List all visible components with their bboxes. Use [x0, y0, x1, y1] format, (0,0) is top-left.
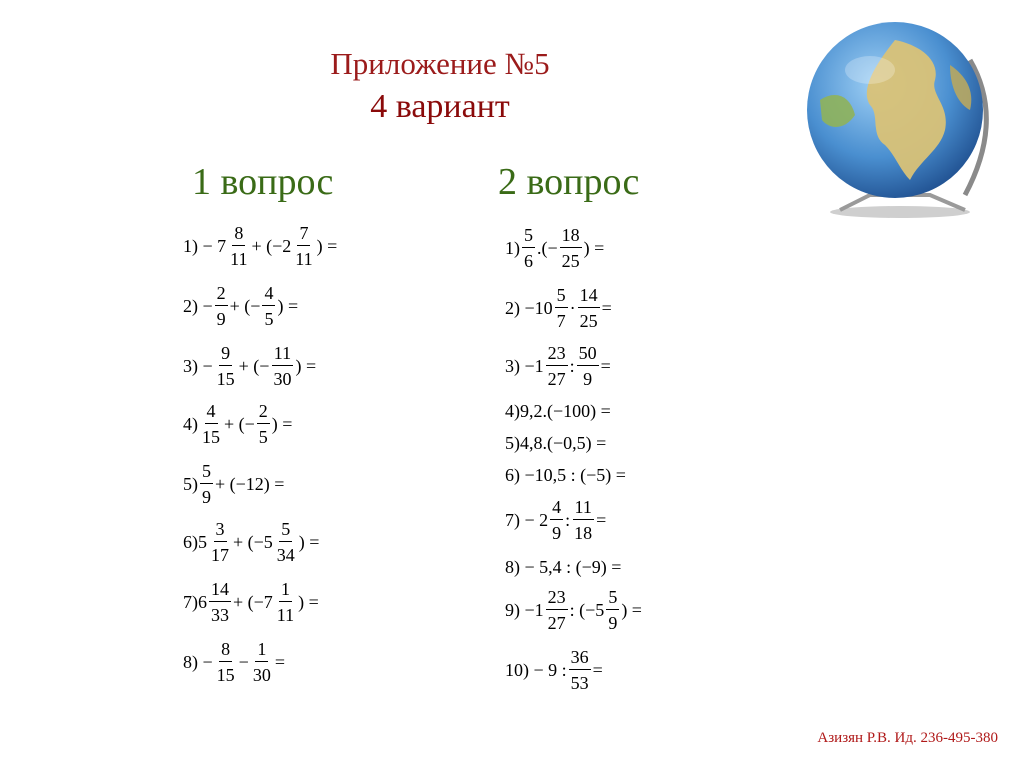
- expression-text: :: [565, 510, 571, 530]
- fraction-numerator: 5: [555, 286, 568, 308]
- q2-exercise-5: [505, 434, 606, 452]
- fraction: [228, 224, 249, 268]
- fraction-numerator: 3: [214, 520, 227, 542]
- q2-exercise-9: [505, 588, 642, 632]
- fraction-numerator: 5: [200, 462, 213, 484]
- fraction-denominator: 27: [547, 369, 566, 389]
- author-footer: Азизян Р.В. Ид. 236-495-380: [817, 730, 998, 746]
- fraction-numerator: 7: [297, 224, 310, 246]
- fraction-denominator: 34: [276, 545, 295, 565]
- expression-text: −: [238, 652, 249, 672]
- fraction-denominator: 9: [583, 369, 593, 389]
- fraction-denominator: 18: [574, 523, 593, 543]
- fraction-numerator: 1: [279, 580, 292, 602]
- expression-text: .(−: [537, 238, 558, 258]
- expression-text: 2) −: [183, 296, 213, 316]
- slide-title: Приложение №5: [330, 46, 550, 81]
- fraction-denominator: 7: [556, 311, 566, 331]
- fraction: [251, 640, 273, 684]
- fraction-numerator: 4: [550, 498, 563, 520]
- fraction-denominator: 5: [258, 427, 268, 447]
- expression-text: 5): [183, 474, 198, 494]
- fraction: [555, 286, 568, 330]
- expression-text: ) =: [295, 356, 317, 376]
- expression-text: ) =: [298, 592, 319, 612]
- fraction-denominator: 11: [276, 605, 295, 625]
- q2-exercise-6: [505, 466, 626, 484]
- fraction: [577, 344, 599, 388]
- fraction-denominator: 15: [202, 427, 220, 447]
- expression-text: : (−5: [569, 600, 605, 620]
- expression-text: 2) −10: [505, 298, 553, 318]
- fraction-numerator: 11: [573, 498, 594, 520]
- fraction-denominator: 25: [579, 311, 598, 331]
- expression-text: + (−: [238, 356, 270, 376]
- expression-text: ) =: [583, 238, 605, 258]
- expression-text: 8) −: [183, 652, 213, 672]
- expression-text: 10) − 9 :: [505, 660, 567, 680]
- q1-exercise-3: [183, 344, 316, 388]
- expression-text: =: [601, 298, 612, 318]
- expression-text: ) =: [271, 414, 293, 434]
- fraction: [560, 226, 582, 270]
- fraction-denominator: 33: [211, 605, 229, 625]
- q1-exercise-8: [183, 640, 285, 684]
- fraction: [606, 588, 619, 632]
- expression-text: + (−: [229, 296, 261, 316]
- fraction: [262, 284, 275, 328]
- fraction-numerator: 8: [232, 224, 245, 246]
- fraction-numerator: 9: [219, 344, 232, 366]
- fraction: [572, 498, 594, 542]
- fraction-denominator: 9: [552, 523, 562, 543]
- fraction-numerator: 5: [279, 520, 292, 542]
- expression-text: + (−7: [233, 592, 273, 612]
- expression-text: 9) −1: [505, 600, 544, 620]
- fraction: [578, 286, 600, 330]
- expression-text: + (−2: [251, 236, 292, 256]
- expression-text: 6) −10,5 : (−5) =: [505, 465, 626, 485]
- expression-text: + (−12) =: [215, 474, 285, 494]
- globe-icon: [800, 20, 1000, 225]
- fraction-numerator: 2: [257, 402, 270, 424]
- expression-text: 1): [505, 238, 520, 258]
- fraction-numerator: 1: [255, 640, 268, 662]
- fraction-numerator: 5: [606, 588, 619, 610]
- fraction-numerator: 4: [205, 402, 218, 424]
- expression-text: + (−5: [233, 532, 273, 552]
- expression-text: =: [274, 652, 285, 672]
- q1-exercise-5: [183, 462, 284, 506]
- expression-text: :: [569, 356, 575, 376]
- expression-text: ·: [569, 298, 576, 318]
- q1-exercise-1: [183, 224, 337, 268]
- fraction-numerator: 4: [262, 284, 275, 306]
- fraction-numerator: 5: [522, 226, 535, 248]
- fraction-numerator: 2: [215, 284, 228, 306]
- expression-text: 4): [183, 414, 198, 434]
- expression-text: ) =: [621, 600, 642, 620]
- fraction-numerator: 36: [569, 648, 591, 670]
- fraction-denominator: 5: [264, 309, 274, 329]
- expression-text: 8) − 5,4 : (−9) =: [505, 557, 622, 577]
- fraction-numerator: 11: [272, 344, 293, 366]
- expression-text: =: [596, 510, 607, 530]
- expression-text: =: [600, 356, 611, 376]
- fraction: [215, 344, 237, 388]
- variant-label: 4 вариант: [370, 88, 510, 125]
- q2-exercise-3: [505, 344, 611, 388]
- fraction: [200, 402, 222, 446]
- fraction-denominator: 15: [216, 369, 235, 389]
- fraction-numerator: 23: [546, 344, 568, 366]
- fraction-denominator: 53: [570, 673, 589, 693]
- expression-text: ) =: [277, 296, 299, 316]
- fraction-denominator: 27: [547, 613, 566, 633]
- fraction: [546, 588, 568, 632]
- fraction: [275, 520, 297, 564]
- q1-exercise-7: [183, 580, 319, 624]
- fraction: [209, 520, 231, 564]
- question-2-heading: 2 вопрос: [498, 161, 640, 203]
- q1-exercise-4: [183, 402, 292, 446]
- fraction-numerator: 23: [546, 588, 568, 610]
- fraction-numerator: 8: [219, 640, 232, 662]
- fraction-numerator: 14: [209, 580, 231, 602]
- expression-text: ) =: [316, 236, 338, 256]
- fraction: [550, 498, 563, 542]
- expression-text: 3) −: [183, 356, 213, 376]
- expression-text: 6)5: [183, 532, 207, 552]
- fraction-numerator: 18: [560, 226, 582, 248]
- expression-text: 7)6: [183, 592, 207, 612]
- q2-exercise-10: [505, 648, 603, 692]
- q2-exercise-8: [505, 558, 621, 576]
- fraction: [271, 344, 293, 388]
- fraction: [215, 284, 228, 328]
- q1-exercise-6: [183, 520, 319, 564]
- fraction: [522, 226, 535, 270]
- fraction-denominator: 25: [561, 251, 580, 271]
- fraction-numerator: 14: [578, 286, 600, 308]
- fraction-denominator: 9: [608, 613, 618, 633]
- fraction: [257, 402, 270, 446]
- fraction-denominator: 17: [211, 545, 229, 565]
- fraction: [200, 462, 213, 506]
- expression-text: 3) −1: [505, 356, 544, 376]
- expression-text: 7) − 2: [505, 510, 549, 530]
- fraction: [546, 344, 568, 388]
- q2-exercise-1: [505, 226, 604, 270]
- expression-text: 4)9,2.(−100) =: [505, 401, 611, 421]
- expression-text: 1) − 7: [183, 236, 227, 256]
- fraction-denominator: 6: [524, 251, 533, 271]
- fraction-numerator: 50: [577, 344, 599, 366]
- q1-exercise-2: [183, 284, 298, 328]
- fraction-denominator: 11: [295, 249, 313, 269]
- expression-text: + (−: [224, 414, 255, 434]
- expression-text: 5)4,8.(−0,5) =: [505, 433, 607, 453]
- fraction-denominator: 11: [230, 249, 248, 269]
- q2-exercise-7: [505, 498, 606, 542]
- fraction-denominator: 30: [273, 369, 292, 389]
- fraction: [569, 648, 591, 692]
- fraction: [275, 580, 296, 624]
- expression-text: =: [592, 660, 603, 680]
- fraction-denominator: 30: [252, 665, 271, 685]
- fraction-denominator: 15: [216, 665, 235, 685]
- fraction-denominator: 9: [216, 309, 226, 329]
- question-1-heading: 1 вопрос: [192, 161, 334, 203]
- fraction: [209, 580, 231, 624]
- fraction-denominator: 9: [202, 487, 211, 507]
- expression-text: ) =: [298, 532, 320, 552]
- fraction: [215, 640, 237, 684]
- fraction: [293, 224, 314, 268]
- q2-exercise-2: [505, 286, 612, 330]
- q2-exercise-4: [505, 402, 611, 420]
